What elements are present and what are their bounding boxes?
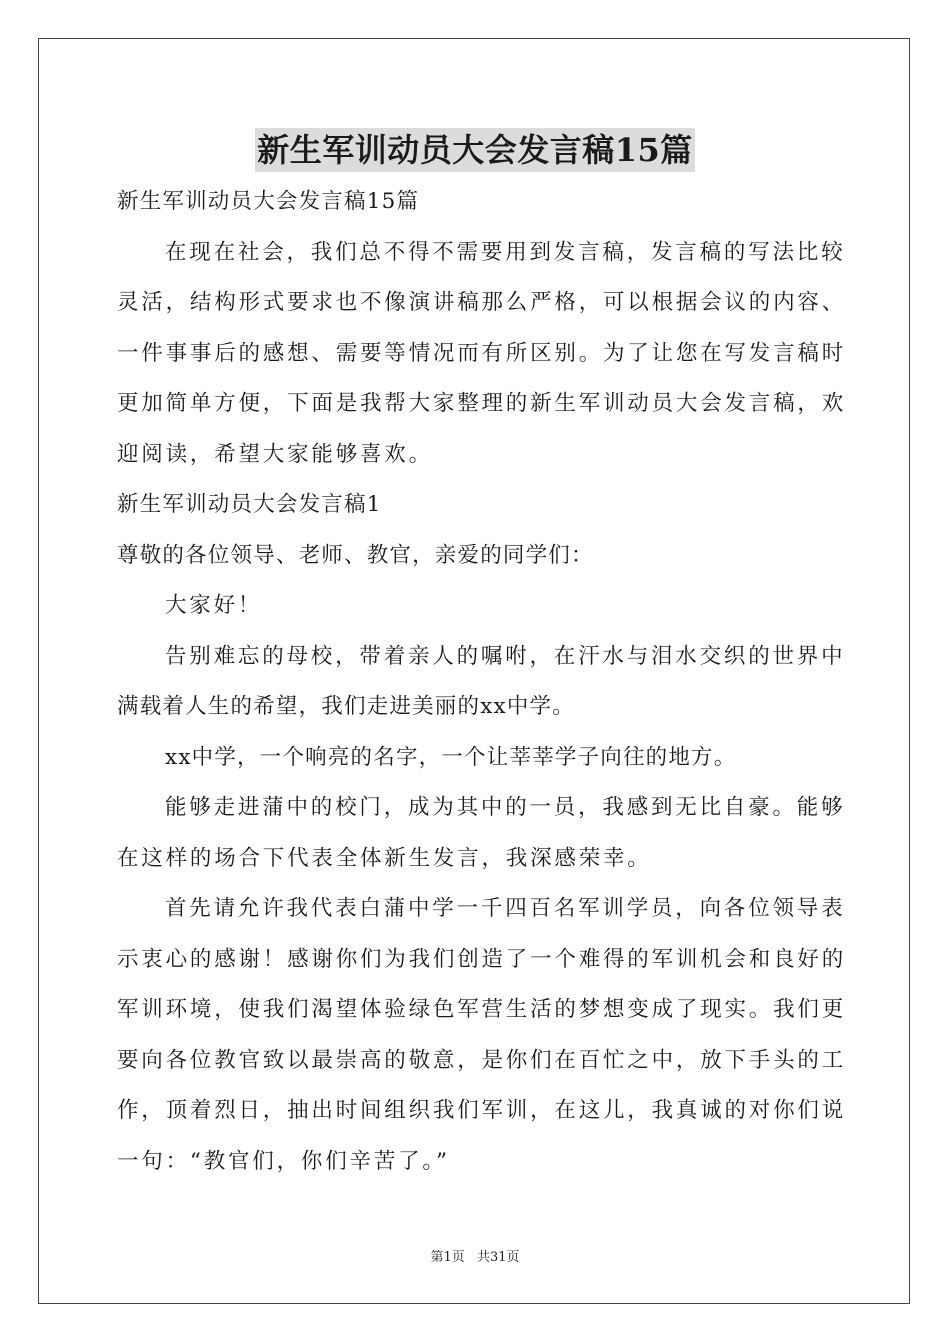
paragraph-line: 首先请允许我代表白蒲中学一千四百名军训学员，向各位领导表 [165,896,846,921]
paragraph-line: 要向各位教官致以最崇高的敬意，是你们在百忙之中，放下手头的工 [117,1047,847,1073]
paragraph-line: 一件事事后的感想、需要等情况而有所区别。为了让您在写发言稿时 [117,340,847,366]
paragraph-line: 一句：“教官们，你们辛苦了。” [117,1148,450,1174]
page-number: 第1页 [430,1250,465,1265]
page-total: 共31页 [476,1250,520,1265]
paragraph-line: 军训环境，使我们渴望体验绿色军营生活的梦想变成了现实。我们更 [117,997,847,1022]
paragraph-line: 更加简单方便，下面是我帮大家整理的新生军训动员大会发言稿，欢 [117,391,847,416]
paragraph-line: 迎阅读，希望大家能够喜欢。 [117,441,433,467]
paragraph-line: 在现在社会，我们总不得不需要用到发言稿，发言稿的写法比较 [165,239,846,265]
section-heading: 新生军训动员大会发言稿1 [117,492,382,517]
page-footer [0,1246,950,1265]
paragraph-line: 能够走进蒲中的校门，成为其中的一员，我感到无比自豪。能够 [165,795,846,820]
title-container [0,128,950,172]
paragraph-line: xx中学，一个响亮的名字，一个让莘莘学子向往的地方。 [165,744,737,770]
paragraph-line: 在这样的场合下代表全体新生发言，我深感荣幸。 [117,845,652,871]
paragraph-line: 作，顶着烈日，抽出时间组织我们军训，在这儿，我真诚的对你们说 [117,1098,847,1123]
document-body [117,177,847,1187]
document-title: 新生军训动员大会发言稿15篇 [255,128,695,172]
paragraph-line: 告别难忘的母校，带着亲人的嘱咐，在汗水与泪水交织的世界中 [165,643,846,669]
paragraph-line: 示衷心的感谢！感谢你们为我们创造了一个难得的军训机会和良好的 [117,946,847,972]
greeting-line: 大家好！ [165,593,263,618]
paragraph-line: 满载着人生的希望，我们走进美丽的xx中学。 [117,694,575,719]
paragraph-line: 灵活，结构形式要求也不像演讲稿那么严格，可以根据会议的内容、 [117,290,847,315]
subtitle-line: 新生军训动员大会发言稿15篇 [117,189,420,214]
salutation-line: 尊敬的各位领导、老师、教官，亲爱的同学们： [117,542,594,568]
